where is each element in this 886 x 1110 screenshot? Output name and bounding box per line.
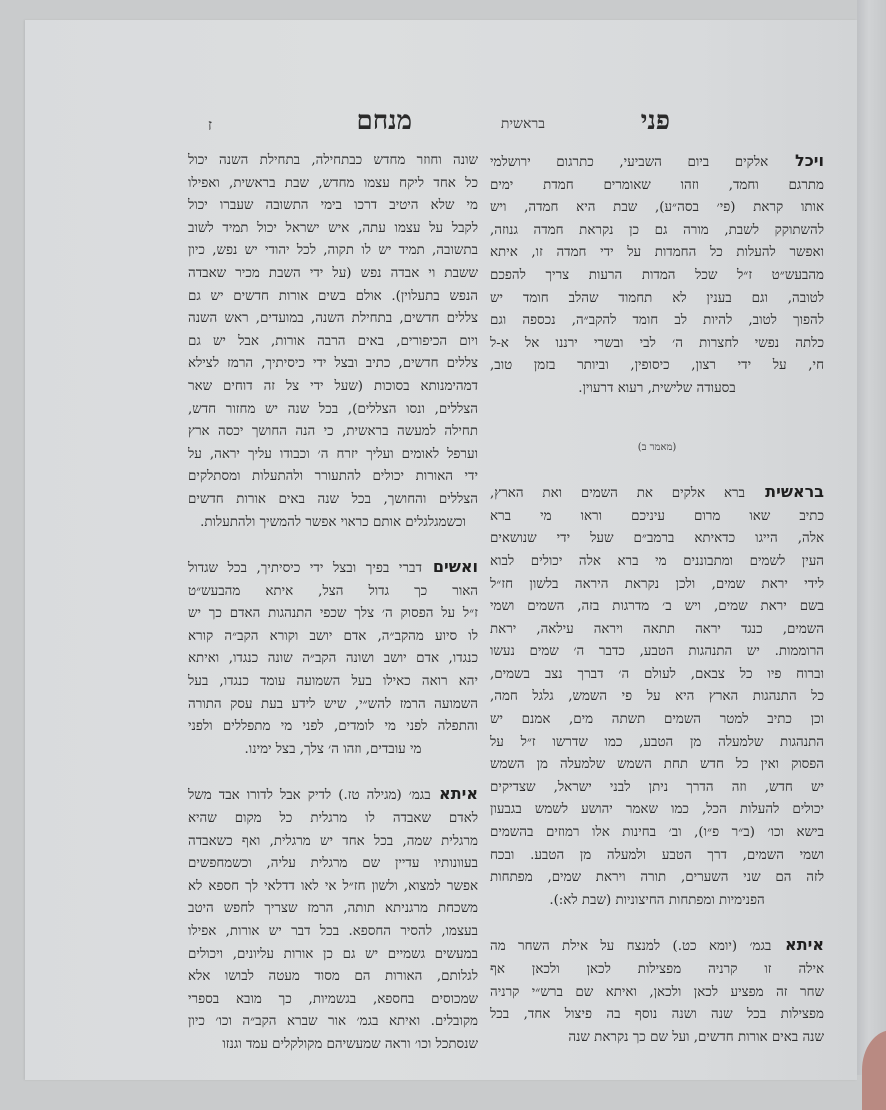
text-line <box>188 671 478 694</box>
line-text: מהבעש״ט ז״ל שכל המדות הרעות צריך להפכם <box>490 267 824 283</box>
line-text: והתפלה לפני מי לומדים, לפני מי מתפללים ולפני <box>188 719 478 735</box>
line-text: לגלותם, האורות הם מסוד מעטה לבושו אלא <box>188 969 478 985</box>
lead-word: ויכל <box>768 151 824 170</box>
running-header <box>190 108 830 142</box>
line-text: וכן כתיב למטר השמים תשתה מים, אמנם יש <box>490 712 824 728</box>
line-text: מרגלית שמה, בכל אחד יש מרגלית, ואף כשאבדה <box>188 833 478 849</box>
header-title-left: מנחם <box>356 106 412 136</box>
lead-word: בראשית <box>745 482 824 502</box>
paragraph-bereshit <box>490 481 824 912</box>
section-marker: (מאמר ב) <box>637 441 677 453</box>
text-line <box>188 512 478 535</box>
text-line <box>490 934 824 959</box>
line-text: צללים חדשים, כתיב ובצל ידי כיסיתיך, הרמז לצילא <box>188 356 478 372</box>
line-text: בעוונותיו עדיין שם מרגלית עליה, וכשמחפשים <box>188 856 478 872</box>
line-text: מי עובדים, וזהו ה׳ צלך, בצל ימינו. <box>244 741 422 757</box>
line-text: לקבל על עצמו עתה, איש ישראל יכול תמיד לשוב <box>188 220 478 236</box>
line-text: יהא רואה כאילו בעל השמועה עומד כנגדו, בעל <box>188 674 478 690</box>
line-text: ששבת וי אבדה נפש (על ידי השבת מכיר שאבדה <box>188 265 478 281</box>
text-line <box>490 197 824 220</box>
line-text: מפצילות בכל שנה ושנה נוסף בה פיצול אחד, בכל <box>490 1007 824 1023</box>
line-text: השמים, כנגד יראה תתאה ויראה עילאה, יראת <box>490 621 824 637</box>
text-line <box>490 959 824 982</box>
line-text: צללים חדשים, בתחילת השנה, במועדים, ראש השנה <box>188 311 478 327</box>
text-line <box>490 378 824 401</box>
text-line <box>490 220 824 243</box>
text-line <box>490 754 824 777</box>
text-line <box>188 739 478 762</box>
text-line <box>188 399 478 422</box>
text-line <box>490 551 824 574</box>
text-line <box>188 898 478 921</box>
line-text: שנה באים אורות חדשים, ועל שם כך נקראת שנה <box>568 1029 824 1045</box>
line-text: וכשמגלגלים אותם כראוי אפשר להמשיך ולהתעלות. <box>200 514 466 530</box>
lead-word: איתא <box>430 784 478 804</box>
text-line <box>490 732 824 755</box>
line-text: כתיב שאו מרום עיניכם וראו מי ברא <box>490 508 824 524</box>
line-text: בגמ׳ (יומא כט.) למנצח על אילת השחר מה <box>490 939 772 955</box>
text-line <box>490 709 824 732</box>
text-line <box>188 944 478 967</box>
line-text: שנסתכל וכו׳ וראה שמעשיהם מקולקלים עמד וגנזו <box>222 1036 478 1052</box>
text-line <box>490 641 824 664</box>
text-line <box>188 876 478 899</box>
line-text: בסעודה שלישית, רעוא דרעוין. <box>578 380 736 396</box>
text-line <box>490 265 824 288</box>
paragraph-ita-megila <box>188 783 478 1056</box>
line-text: הפנימיות ומפתחות החיצוניות (שבת לא:). <box>549 892 765 908</box>
line-text: אותו קראת (פי׳ בסה״ע), שבת היא חמדה, ויש <box>490 200 824 216</box>
paragraph-vayechal <box>490 150 824 401</box>
header-title-right: פני <box>640 106 670 136</box>
line-text: ויום הכיפורים, באים הרבה אורות, אבל יש גם <box>188 333 478 349</box>
text-line <box>490 619 824 642</box>
text-line <box>188 808 478 831</box>
line-text: הצללים והחושך, בכל שנה באים אורות חדשים <box>188 491 478 507</box>
line-text: הצללים, ונסו הצללים), בכל שנה יש מחזור חדש, <box>188 401 478 417</box>
line-text: וברוח פיו כל צבאם, לעולם ה׳ דברך נצב בשמים, <box>490 666 824 682</box>
text-line <box>188 603 478 626</box>
line-text: כלתה נפשי לחצרות ה׳ לבי ובשרי ירננו אל א-ל <box>490 335 824 351</box>
paragraph-ita <box>490 934 824 1049</box>
line-text: כל אחד ליקח עצמו מחדש, שבת בראשית, ואפילו <box>188 175 478 191</box>
text-line <box>490 355 824 378</box>
line-text: הרוממות. יש התנהגות הטבע, כדבר ה׳ שמים נעשו <box>490 644 824 660</box>
page-number: ז <box>207 116 212 134</box>
text-line <box>188 173 478 196</box>
text-line <box>490 333 824 356</box>
line-text: אפשר למצוא, ולשון חז״ל אי לאו דדלאי לך חספא לא <box>188 878 478 894</box>
line-text: בגמ׳ (מגילה טז.) לדיק אבל לדורו אבד משל <box>188 788 431 804</box>
header-section: בראשית <box>500 116 545 132</box>
line-text: משכחת מרגניתא תותה, הרמז שצריך לחפש היטב <box>188 901 478 917</box>
line-text: הנפש בתעלוין). אולם בשים אורות חדשים יש גם <box>188 288 478 304</box>
line-text: יש חדש, וזה הדרך ניתן לבני ישראל, שצדיקים <box>490 779 824 795</box>
line-text: תחילה למעשה בראשית, כי הנה החושך יכסה ארץ <box>188 424 478 440</box>
text-line <box>188 218 478 241</box>
line-text: בשם יראת שמים, ויש ב׳ מדרגות בזה, השמים ושמי <box>490 599 824 615</box>
text-line <box>490 822 824 845</box>
left-column <box>188 150 478 1057</box>
line-text: שמכוסים בחספא, בגשמיות, כך מובא בספרי <box>188 991 478 1007</box>
line-text: לו סיוע מהקב״ה, אדם יושב וקורא הקב״ה קורא <box>188 628 478 644</box>
text-line <box>188 853 478 876</box>
line-text: התנהגות שלמעלה מן הטבע, כמו שדרשו ז״ל על <box>490 734 824 750</box>
page-stack-edge <box>857 0 886 1075</box>
line-text: להפוך לטוב, להיות לב חומד להקב״ה, נכספה וגם <box>490 313 824 329</box>
line-text: שחר זה מפציע לכאן ולכאן, ואיתא שם ברש״י קרניה <box>490 984 824 1000</box>
line-text: כנגדו, אדם יושב ושונה הקב״ה שונה כנגדו, ואיתא <box>188 651 478 667</box>
text-line <box>188 581 478 604</box>
paragraph-continued <box>188 150 478 534</box>
line-text: במעשים גשמיים יש גם כן אורות עליונים, ויכולים <box>188 946 478 962</box>
text-line <box>188 921 478 944</box>
text-line <box>490 175 824 198</box>
line-text: ז״ל על הפסוק ה׳ צלך שכפי התנהגות האדם כך יש <box>188 606 478 622</box>
text-line <box>188 489 478 512</box>
line-text: יכולים להעלות הכל, כמו שאמר יהושע לשמש בגבעון <box>490 802 824 818</box>
line-text: דברי בפיך ובצל ידי כיסיתיך, בכל שגדול <box>188 561 422 577</box>
text-line <box>188 694 478 717</box>
line-text: לטובה, וגם בענין לא תחמוד שהלב חומד יש <box>490 290 824 306</box>
text-line <box>490 310 824 333</box>
line-text: בתשובה, תמיד יש לו תקוה, לכל יהודי יש נפש, כיון <box>188 243 478 259</box>
text-line <box>188 466 478 489</box>
text-line <box>490 596 824 619</box>
line-text: מתרגם וחמד, וזהו שאומרים חמדת ימים <box>490 177 824 193</box>
text-line <box>188 353 478 376</box>
line-text: אלה, הייגו כדאיתא ברמב״ם שעל ידי שנושאים <box>490 531 824 547</box>
text-line <box>188 376 478 399</box>
line-text: מי שלא היטיב דרכו בימי התשובה שעברו יכול <box>188 198 478 214</box>
text-line <box>188 421 478 444</box>
text-line <box>188 263 478 286</box>
text-line <box>188 648 478 671</box>
text-line <box>490 664 824 687</box>
text-line <box>188 989 478 1012</box>
text-line <box>188 556 478 581</box>
text-line <box>490 288 824 311</box>
text-line <box>490 686 824 709</box>
line-text: העין לשמים ומתבוננים מי ברא אלה יכולים לבוא <box>490 553 824 569</box>
text-line <box>188 444 478 467</box>
text-line <box>188 626 478 649</box>
text-line <box>188 966 478 989</box>
line-text: שונה וחוזר מחדש כבתחילה, בתחילת השנה יכול <box>188 153 478 168</box>
line-text: אילה זו קרניה מפצילות לכאן ולכאן אף <box>490 962 824 977</box>
line-text: להשתוקק לשבת, מורה גם כן נקראת חמדה גנוזה, <box>490 222 824 238</box>
line-text: האור כך גדול הצל, איתא מהבעש״ט <box>188 583 478 599</box>
text-line <box>188 150 478 173</box>
line-text: בעצמו, להסיר החספא. בכל דבר יש אורות, אפילו <box>188 924 478 939</box>
text-line <box>490 845 824 868</box>
line-text: ברא אלקים את השמים ואת הארץ, <box>490 486 746 502</box>
text-line <box>490 777 824 800</box>
line-text: כל התנהגות הארץ היא על פי השמש, גלגל חמה, <box>490 689 824 705</box>
line-text: ושמי השמים, דרך הטבע ולמעלה מן הטבע. ובכח <box>490 847 824 863</box>
text-line <box>490 574 824 597</box>
text-line <box>490 150 824 175</box>
line-text: מקובלים. ואיתא בגמ׳ אור שברא הקב״ה וכו׳ כיון <box>188 1014 478 1030</box>
text-line <box>188 331 478 354</box>
line-text: דמהימנותא בסוכות (שעל ידי צל זה דוחים שאר <box>188 378 478 394</box>
line-text: ידי האורות יכולים להתעורר ולהתעלות ומסתלקים <box>188 469 478 485</box>
text-line <box>490 242 824 265</box>
text-line <box>490 481 824 506</box>
text-line <box>490 528 824 551</box>
lead-word: ואשים <box>421 557 478 577</box>
text-line <box>188 308 478 331</box>
text-line <box>490 890 824 913</box>
line-text: לידי יראת שמים, ולכן נקראת היראה בלשון חז״ל <box>490 576 824 592</box>
text-line <box>188 195 478 218</box>
right-column <box>490 150 824 1049</box>
line-text: הפסוק ואין כל חדש תחת השמש שלמעלה מן השמש <box>490 757 824 773</box>
text-line <box>188 240 478 263</box>
line-text: בישא וכו׳ (ב״ר פ״ו), וב׳ בחינות אלו רמוזים בהשמים <box>490 825 824 841</box>
text-line <box>490 982 824 1005</box>
text-line <box>188 1034 478 1057</box>
line-text: השמועה הרמז להש״י, שיש לידע בעת עסק התורה <box>188 696 478 712</box>
line-text: ואפשר להעלות כל החמדות על ידי חמדה זו, איתא <box>490 245 824 261</box>
text-line <box>490 1004 824 1027</box>
paragraph-vaasim <box>188 556 478 761</box>
line-text: אלקים ביום השביעי, כתרגום ירושלמי <box>490 155 769 170</box>
text-line <box>188 1011 478 1034</box>
line-text: לאדם שאבדה לו מרגלית כל מקום שהיא <box>188 811 478 827</box>
line-text: וערפל לאומים ועליך יזרח ה׳ וכבודו עליך יראה, על <box>188 446 478 462</box>
line-text: חי, על ידי רצון, כיסופין, וביותר בזמן טוב, <box>490 358 824 374</box>
text-line <box>188 286 478 309</box>
text-line <box>490 1027 824 1050</box>
text-line <box>188 831 478 854</box>
text-line <box>490 506 824 529</box>
lead-word: איתא <box>771 935 824 955</box>
text-line <box>490 799 824 822</box>
text-line <box>490 867 824 890</box>
text-line <box>188 783 478 808</box>
line-text: לזה הם שני השערים, תורה ויראת שמים, מפתחות <box>490 870 824 886</box>
text-line <box>188 716 478 739</box>
